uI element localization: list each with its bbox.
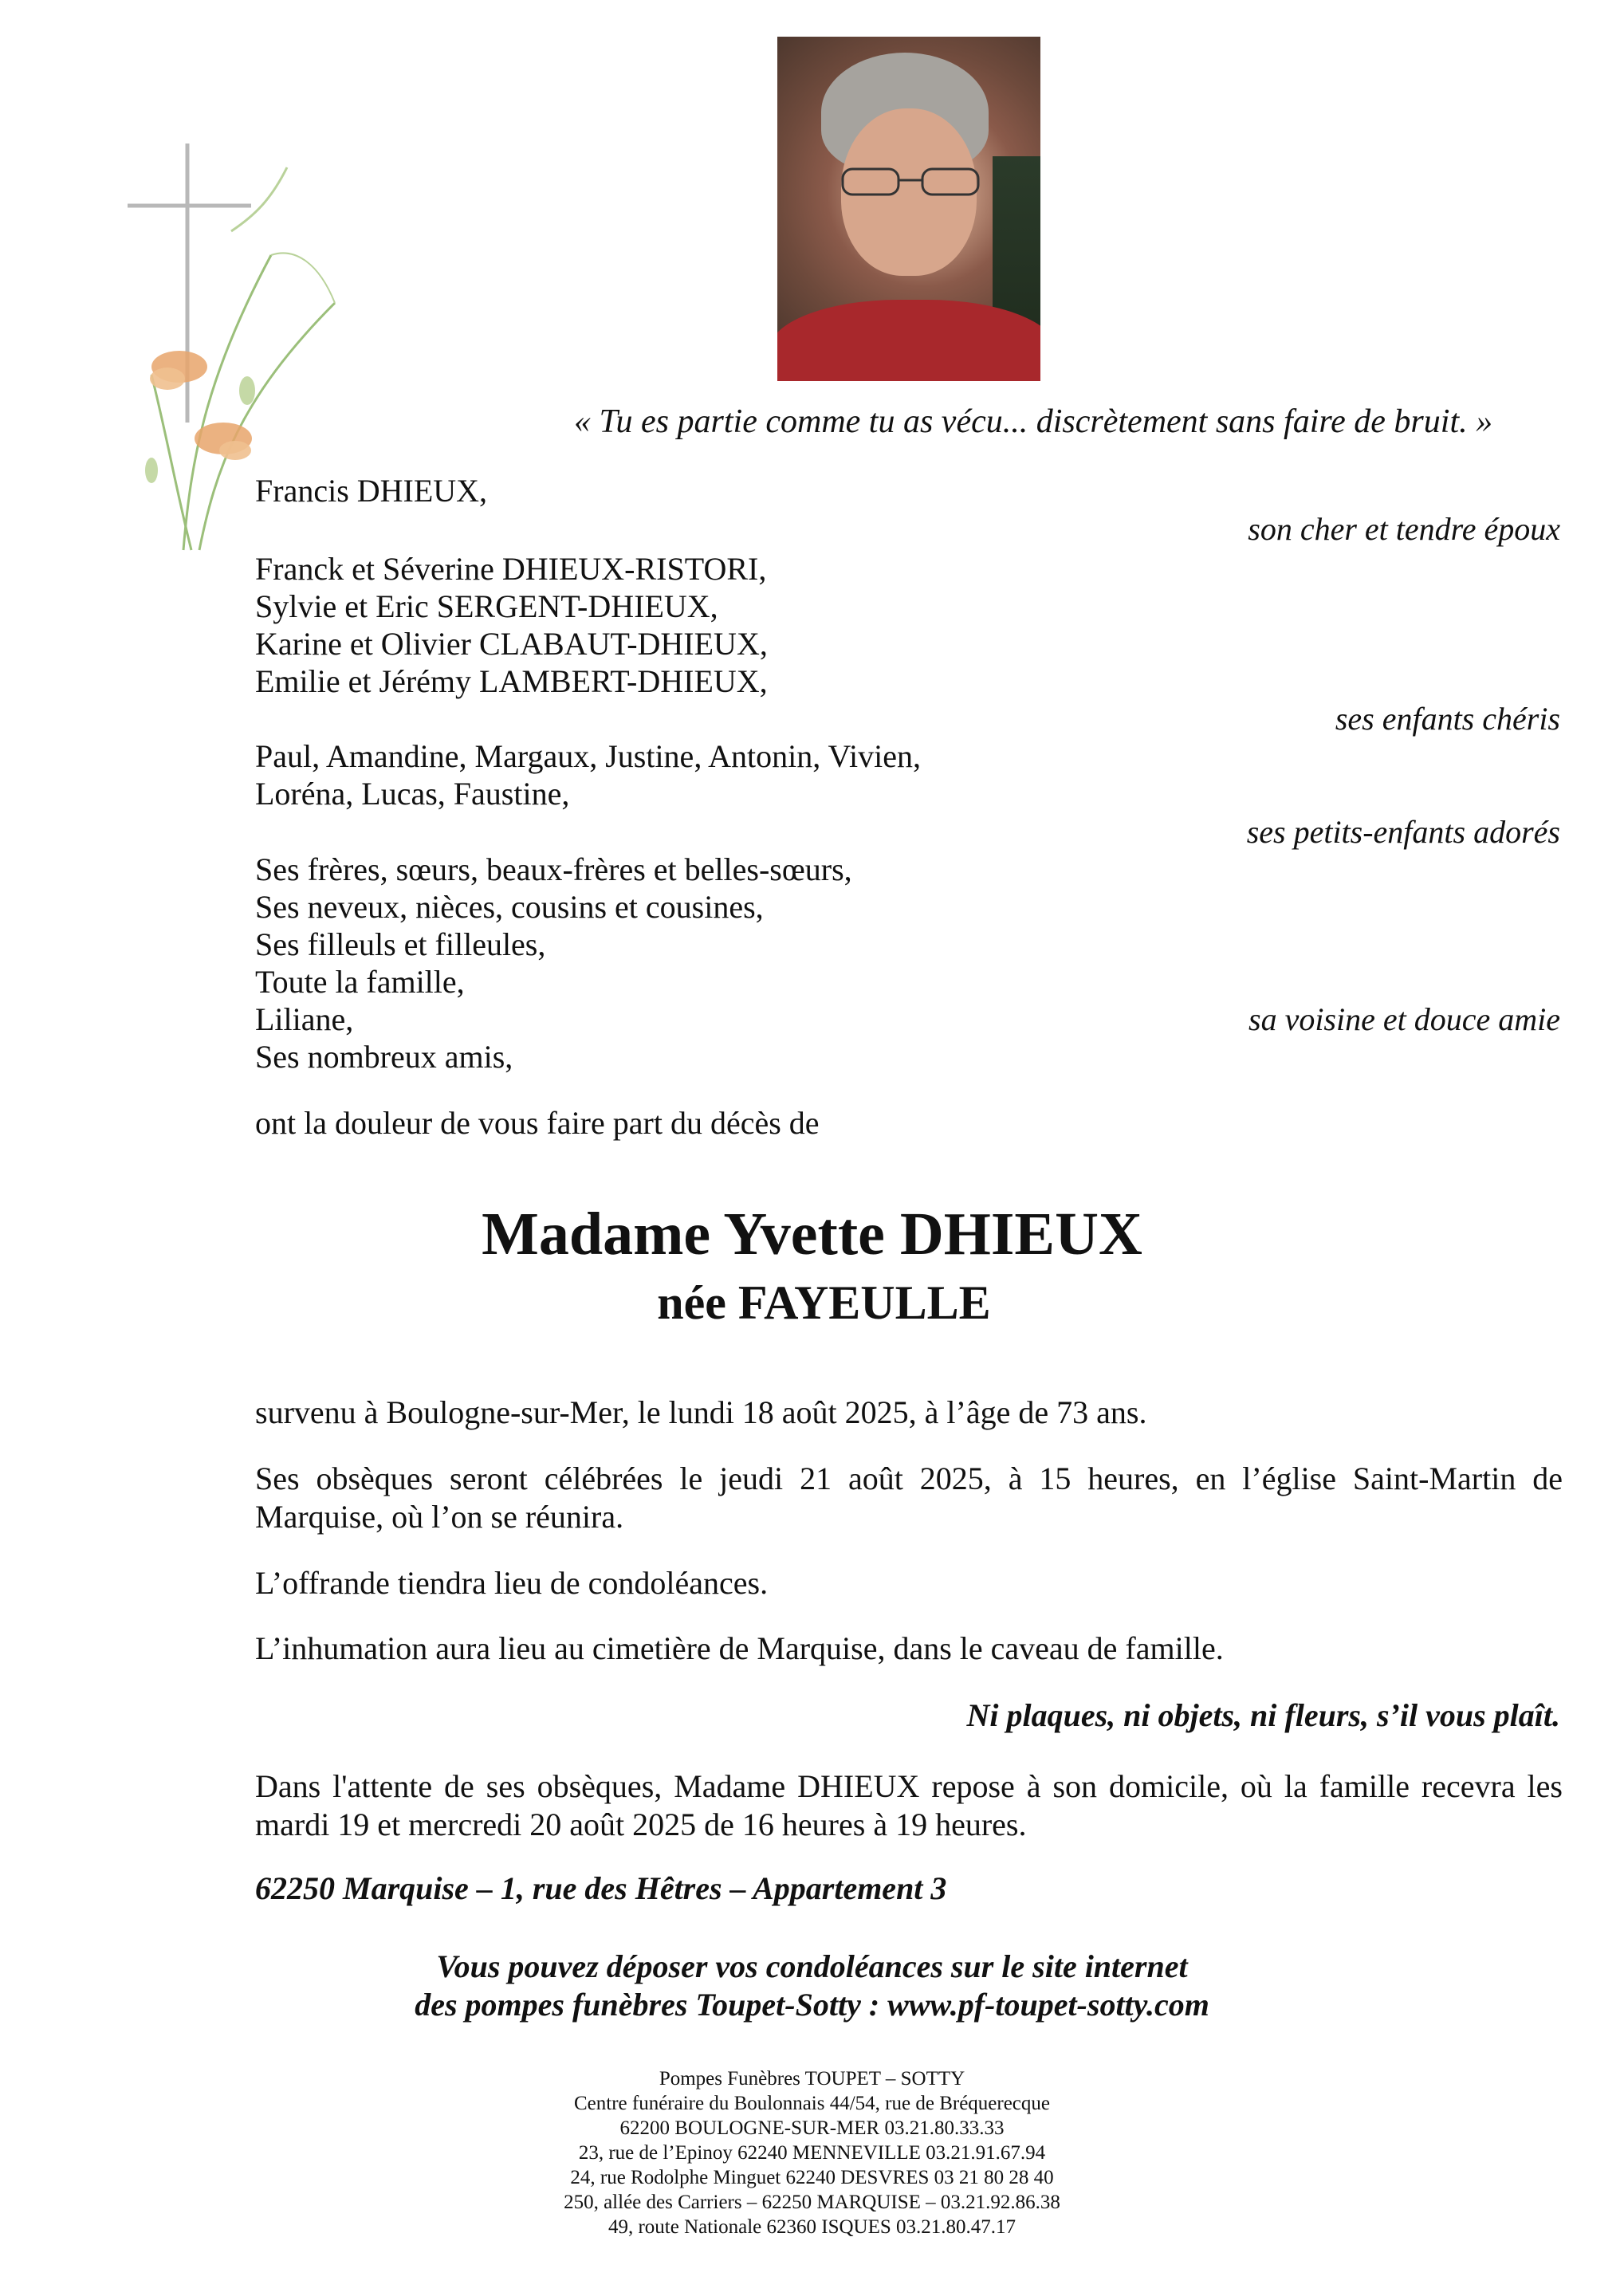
relatives-line: Ses nombreux amis, bbox=[255, 1039, 513, 1075]
death-details: survenu à Boulogne-sur-Mer, le lundi 18 août 2025, à l’âge de 73 ans. bbox=[255, 1394, 1147, 1430]
footer-line: 250, allée des Carriers – 62250 MARQUISE – 03.21.92.86.38 bbox=[564, 2192, 1060, 2213]
grandchildren-line: Loréna, Lucas, Faustine, bbox=[255, 776, 570, 812]
visitation-details: Dans l'attente de ses obsèques, Madame DHIEUX repose à son domicile, où la famille recevra les mardi 19 et mercredi 20 août 2025 de 16 heures à 19 heures. bbox=[255, 1768, 1563, 1842]
footer-line: 23, rue de l’Epinoy 62240 MENNEVILLE 03.21.91.67.94 bbox=[578, 2142, 1046, 2164]
child-line: Franck et Séverine DHIEUX-RISTORI, bbox=[255, 551, 767, 587]
spouse-name: Francis DHIEUX, bbox=[255, 473, 488, 509]
footer-line: 49, route Nationale 62360 ISQUES 03.21.80.47.17 bbox=[608, 2216, 1016, 2238]
footer-line: Centre funéraire du Boulonnais 44/54, rue de Bréquerecque bbox=[573, 2093, 1050, 2114]
child-line: Karine et Olivier CLABAUT-DHIEUX, bbox=[255, 626, 768, 662]
child-line: Emilie et Jérémy LAMBERT-DHIEUX, bbox=[255, 663, 768, 699]
portrait-photo bbox=[777, 37, 1040, 381]
children-caption: ses enfants chéris bbox=[1335, 701, 1560, 737]
announcement-text: ont la douleur de vous faire part du décès de bbox=[255, 1105, 820, 1141]
funeral-home-info bbox=[0, 2066, 1624, 2239]
offering-note: L’offrande tiendra lieu de condoléances. bbox=[255, 1565, 769, 1601]
footer-line: Pompes Funèbres TOUPET – SOTTY bbox=[659, 2068, 965, 2090]
relatives-line: Ses filleuls et filleules, bbox=[255, 926, 546, 962]
home-address: 62250 Marquise – 1, rue des Hêtres – Appartement 3 bbox=[255, 1870, 947, 1906]
relatives-line: Toute la famille, bbox=[255, 964, 465, 1000]
relatives-line: Liliane, bbox=[255, 1001, 354, 1037]
relatives-line: Ses neveux, nièces, cousins et cousines, bbox=[255, 889, 764, 925]
deceased-birth-name: née FAYEULLE bbox=[657, 1276, 991, 1329]
footer-line: 24, rue Rodolphe Minguet 62240 DESVRES 03 21 80 28 40 bbox=[570, 2167, 1054, 2188]
spouse-caption: son cher et tendre époux bbox=[1248, 511, 1560, 547]
grandchildren-caption: ses petits-enfants adorés bbox=[1246, 814, 1560, 850]
footer-line: 62200 BOULOGNE-SUR-MER 03.21.80.33.33 bbox=[619, 2117, 1005, 2139]
funeral-details: Ses obsèques seront célébrées le jeudi 21 août 2025, à 15 heures, en l’église Saint-Martin de Marquise, où l’on se réunira. bbox=[255, 1461, 1563, 1535]
no-flowers-note: Ni plaques, ni objets, ni fleurs, s’il vous plaît. bbox=[966, 1697, 1560, 1733]
deceased-name: Madame Yvette DHIEUX bbox=[482, 1201, 1142, 1268]
neighbor-caption: sa voisine et douce amie bbox=[1248, 1001, 1560, 1037]
grandchildren-line: Paul, Amandine, Margaux, Justine, Antonin, Vivien, bbox=[255, 738, 921, 774]
condolences-line: des pompes funèbres Toupet-Sotty : www.pf-toupet-sotty.com bbox=[415, 1987, 1209, 2023]
burial-details: L’inhumation aura lieu au cimetière de Marquise, dans le caveau de famille. bbox=[255, 1630, 1224, 1666]
condolences-line: Vous pouvez déposer vos condoléances sur le site internet bbox=[436, 1948, 1188, 1984]
epitaph-quote: « Tu es partie comme tu as vécu... discrètement sans faire de bruit. » bbox=[574, 403, 1493, 440]
relatives-line: Ses frères, sœurs, beaux-frères et belles-sœurs, bbox=[255, 851, 852, 887]
child-line: Sylvie et Eric SERGENT-DHIEUX, bbox=[255, 588, 718, 624]
cross-with-flowers-icon bbox=[120, 136, 391, 582]
